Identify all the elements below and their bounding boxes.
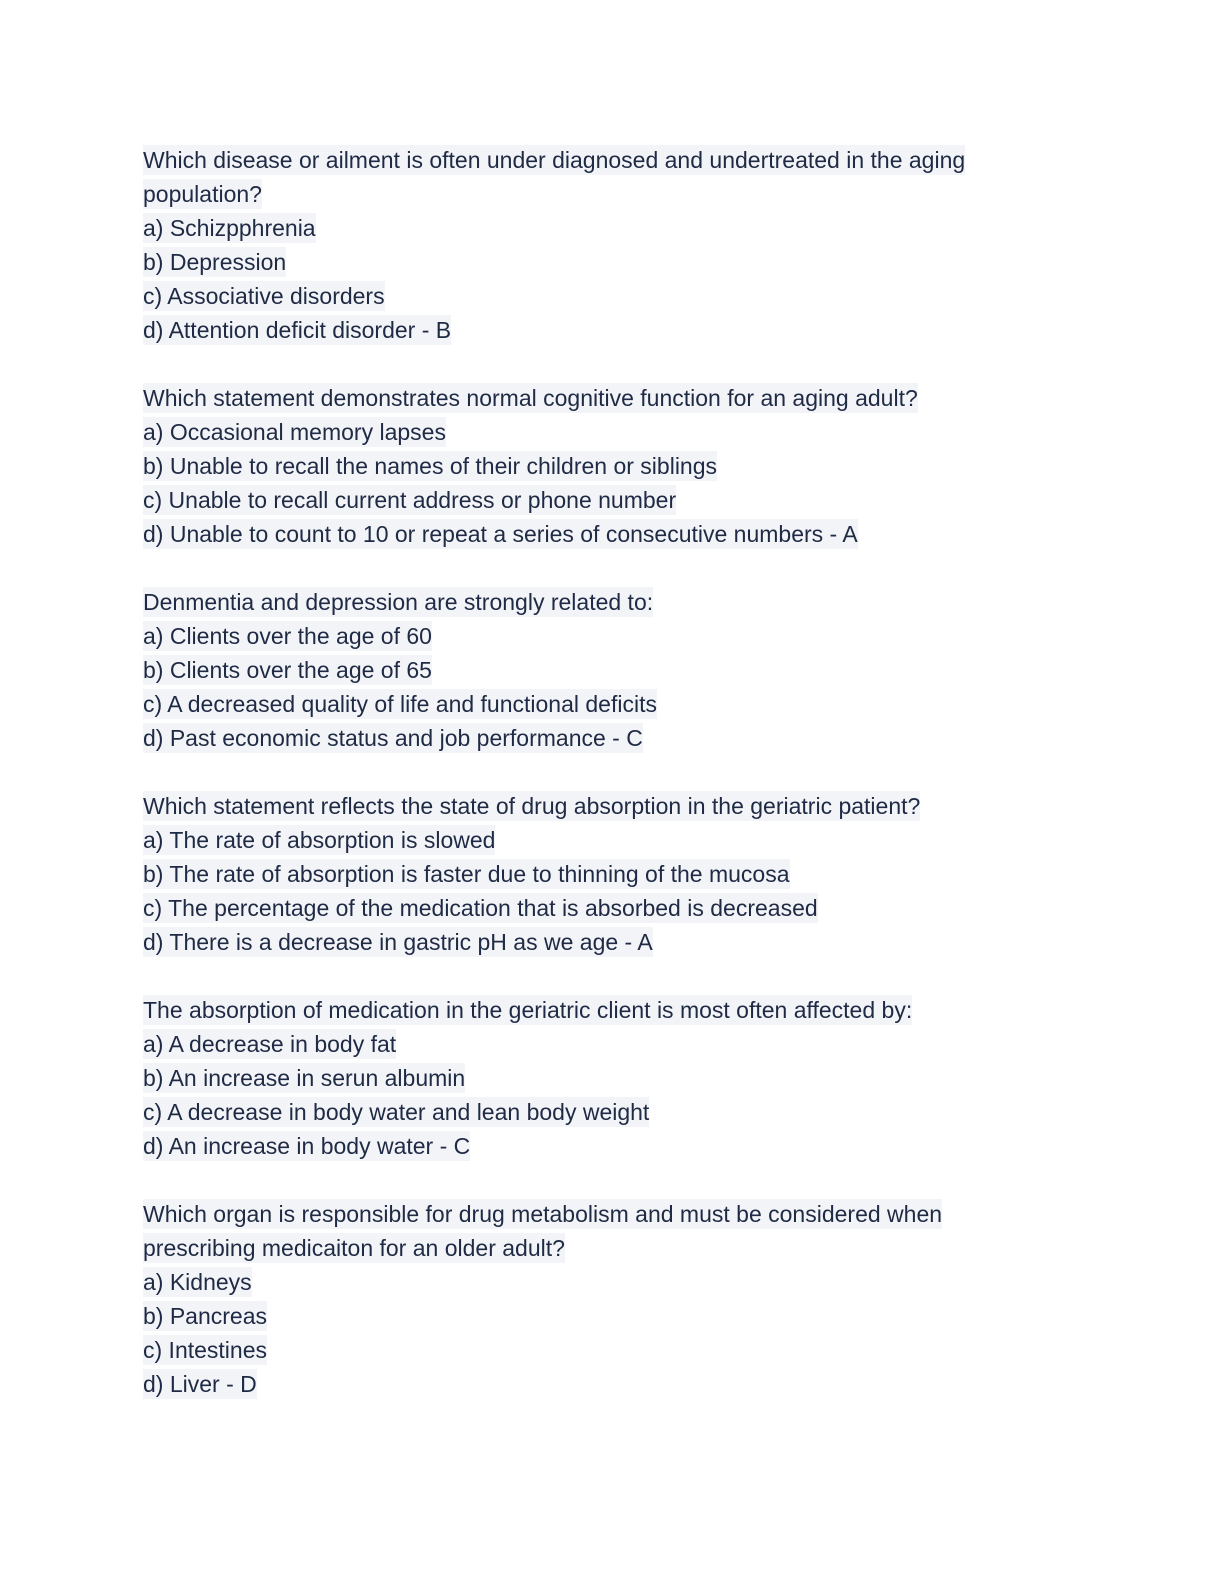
question-1-option-d: d) Attention deficit disorder - B xyxy=(143,317,452,343)
question-4-option-a: a) The rate of absorption is slowed xyxy=(143,827,496,853)
question-5-option-a: a) A decrease in body fat xyxy=(143,1031,397,1057)
question-1-line-1: Which disease or ailment is often under diagnosed and undertreated in the aging xyxy=(143,147,966,173)
question-6-option-b: b) Pancreas xyxy=(143,1303,268,1329)
question-6-option-c: c) Intestines xyxy=(143,1337,267,1363)
question-6-line-1: Which organ is responsible for drug metabolism and must be considered when xyxy=(143,1201,943,1227)
question-4-option-c: c) The percentage of the medication that is absorbed is decreased xyxy=(143,895,818,921)
question-2-line-1: Which statement demonstrates normal cognitive function for an aging adult? xyxy=(143,385,918,411)
document-body xyxy=(143,143,1083,1435)
question-2-option-b: b) Unable to recall the names of their children or siblings xyxy=(143,453,718,479)
question-6-option-d: d) Liver - D xyxy=(143,1371,257,1397)
question-1-option-b: b) Depression xyxy=(143,249,287,275)
question-block-2 xyxy=(143,381,1083,551)
question-block-6 xyxy=(143,1197,1083,1401)
question-2-option-d: d) Unable to count to 10 or repeat a series of consecutive numbers - A xyxy=(143,521,858,547)
question-block-1 xyxy=(143,143,1083,347)
question-2-option-a: a) Occasional memory lapses xyxy=(143,419,446,445)
question-1-option-a: a) Schizpphrenia xyxy=(143,215,316,241)
question-3-option-b: b) Clients over the age of 65 xyxy=(143,657,432,683)
question-3-option-d: d) Past economic status and job performance - C xyxy=(143,725,643,751)
question-2-option-c: c) Unable to recall current address or phone number xyxy=(143,487,677,513)
question-3-option-c: c) A decreased quality of life and functional deficits xyxy=(143,691,657,717)
question-4-option-d: d) There is a decrease in gastric pH as we age - A xyxy=(143,929,653,955)
question-3-option-a: a) Clients over the age of 60 xyxy=(143,623,432,649)
question-4-line-1: Which statement reflects the state of drug absorption in the geriatric patient? xyxy=(143,793,921,819)
question-5-option-b: b) An increase in serun albumin xyxy=(143,1065,466,1091)
question-block-4 xyxy=(143,789,1083,959)
question-1-option-c: c) Associative disorders xyxy=(143,283,385,309)
question-5-option-d: d) An increase in body water - C xyxy=(143,1133,471,1159)
question-block-5 xyxy=(143,993,1083,1163)
question-1-line-2: population? xyxy=(143,181,262,207)
question-4-option-b: b) The rate of absorption is faster due to thinning of the mucosa xyxy=(143,861,790,887)
question-3-line-1: Denmentia and depression are strongly related to: xyxy=(143,589,654,615)
question-5-line-1: The absorption of medication in the geriatric client is most often affected by: xyxy=(143,997,913,1023)
question-block-3 xyxy=(143,585,1083,755)
question-6-option-a: a) Kidneys xyxy=(143,1269,252,1295)
question-6-line-2: prescribing medicaiton for an older adult? xyxy=(143,1235,565,1261)
question-5-option-c: c) A decrease in body water and lean body weight xyxy=(143,1099,650,1125)
